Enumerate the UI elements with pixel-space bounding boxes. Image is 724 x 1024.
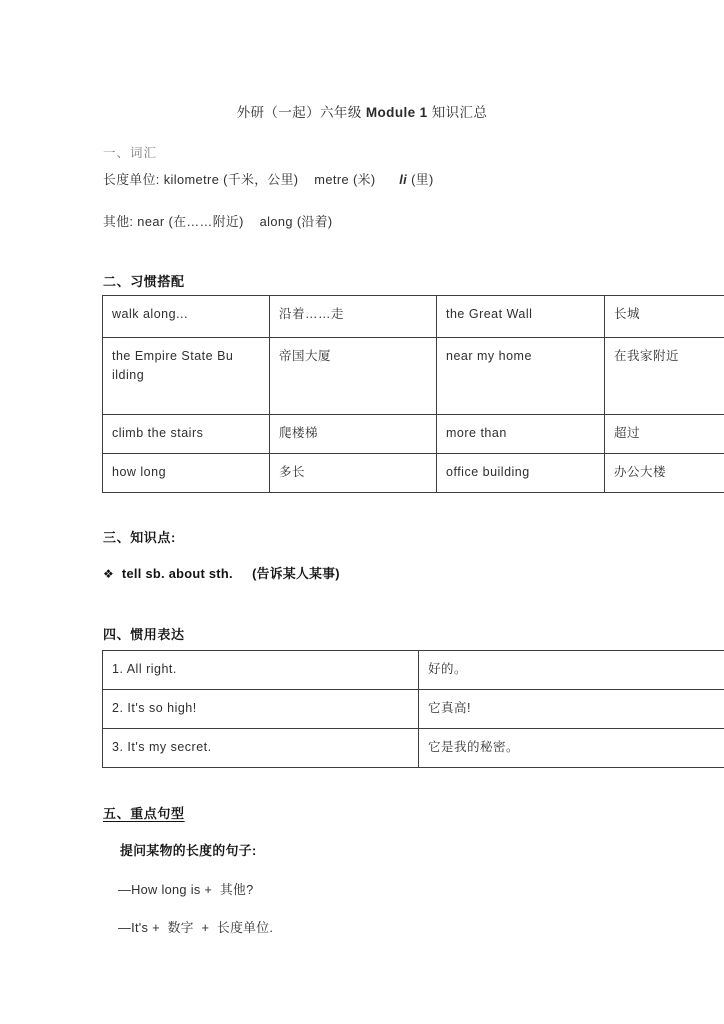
expressions-table	[102, 650, 724, 768]
table-cell-english: the Great Wall	[437, 296, 605, 338]
table-cell-english: near my home	[437, 338, 605, 415]
table-cell-english: office building	[437, 454, 605, 493]
vocab-length-units-line	[103, 169, 434, 188]
table-cell-english: 2. It's so high!	[103, 690, 419, 729]
table-cell-english: climb the stairs	[103, 415, 270, 454]
page-title-prefix: 外研（一起）六年级	[236, 105, 366, 120]
table-row	[103, 296, 724, 338]
table-cell-english: walk along...	[103, 296, 270, 338]
knowledge-point-line	[103, 563, 340, 582]
table-row	[103, 415, 724, 454]
sentence-pattern-subheading: 提问某物的长度的句子:	[120, 843, 257, 858]
collocations-table	[102, 295, 724, 493]
section-five-heading: 五、重点句型	[103, 806, 185, 821]
table-cell-chinese: 在我家附近	[605, 338, 724, 415]
table-cell-chinese: 爬楼梯	[270, 415, 437, 454]
table-row	[103, 729, 724, 768]
page-title-module: Module 1	[365, 105, 428, 120]
pattern-question-line: —How long is + 其他?	[118, 882, 254, 897]
table-cell-english: how long	[103, 454, 270, 493]
vocab-li-italic: li	[399, 172, 408, 187]
section-two-heading: 二、习惯搭配	[103, 274, 185, 289]
section-four-heading: 四、惯用表达	[103, 627, 185, 642]
table-cell-english: 1. All right.	[103, 651, 419, 690]
table-cell-chinese: 长城	[605, 296, 724, 338]
knowledge-point-text: tell sb. about sth. (告诉某人某事)	[118, 566, 340, 581]
table-row	[103, 690, 724, 729]
page-title-suffix: 知识汇总	[427, 105, 488, 120]
table-row	[103, 338, 724, 415]
page-title	[0, 101, 724, 121]
vocab-other-line: 其他: near (在……附近) along (沿着)	[103, 214, 333, 229]
diamond-bullet-icon: ❖	[103, 567, 115, 581]
pattern-answer-line: —It's + 数字 + 长度单位.	[118, 920, 274, 935]
vocab-length-units-text: 长度单位: kilometre (千米，公里) metre (米)	[103, 172, 400, 187]
table-cell-english: the Empire State Bu ilding	[103, 338, 270, 415]
table-cell-chinese: 帝国大厦	[270, 338, 437, 415]
vocab-li-gloss: (里)	[407, 172, 434, 187]
section-three-heading: 三、知识点:	[103, 530, 176, 545]
table-cell-english: 3. It's my secret.	[103, 729, 419, 768]
table-cell-english: more than	[437, 415, 605, 454]
table-cell-chinese: 超过	[605, 415, 724, 454]
table-cell-chinese: 办公大楼	[605, 454, 724, 493]
table-cell-chinese: 好的。	[419, 651, 724, 690]
table-cell-chinese: 它是我的秘密。	[419, 729, 724, 768]
table-row	[103, 651, 724, 690]
section-one-heading: 一、词汇	[103, 146, 158, 160]
table-cell-chinese: 多长	[270, 454, 437, 493]
table-row	[103, 454, 724, 493]
table-cell-chinese: 它真高!	[419, 690, 724, 729]
table-cell-chinese: 沿着……走	[270, 296, 437, 338]
